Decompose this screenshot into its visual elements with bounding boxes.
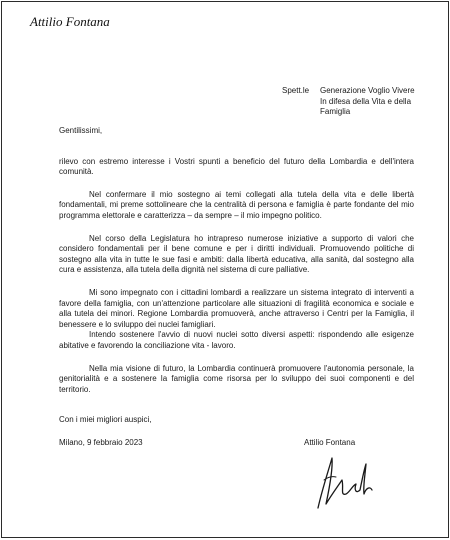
paragraph: Intendo sostenere l'avvio di nuovi nuclei sotto diversi aspetti: rispondendo alle esigenze abitative e favorendo la conciliazione vita - lavoro. bbox=[59, 330, 414, 350]
letter-body bbox=[59, 126, 414, 448]
paragraph: Nella mia visione di futuro, la Lombardia continuerà promuovere l'autonomia personale, la genitorialità e a sostenere la famiglia come risorsa per lo sviluppo dei suoi componenti e del territorio. bbox=[59, 363, 414, 394]
paragraph: Nel corso della Legislatura ho intrapreso numerose iniziative a supporto di valori che considero fondamentali per il bene comune e per i diritti individuali. Promuovendo politiche di sostegno alla vita in tutte le sue fasi e ambiti: dalla libertà educativa, alla sanità, dal sostegno alla cura e assistenza, alla tutela della dignità nel sistema di cure palliative. bbox=[59, 233, 414, 275]
signer-name: Attilio Fontana bbox=[304, 438, 356, 447]
greeting: Gentilissimi, bbox=[59, 126, 103, 135]
letter-page bbox=[1, 1, 449, 538]
recipient-prefix: Spett.le bbox=[282, 86, 310, 95]
place-date: Milano, 9 febbraio 2023 bbox=[59, 437, 143, 447]
paragraph: Nel confermare il mio sostegno ai temi collegati alla tutela della vita e delle libertà fondamentali, mi preme sottolineare che la centralità di persona e famiglia è parte fondante del mio programma elettorale e caratterizza – da sempre – il mio impegno politico. bbox=[59, 189, 414, 220]
recipient-line: Generazione Voglio Vivere bbox=[320, 86, 415, 95]
recipient-block bbox=[282, 86, 415, 118]
closing: Con i miei migliori auspici, bbox=[59, 415, 152, 425]
paragraph: rilevo con estremo interesse i Vostri spunti a beneficio del futuro della Lombardia e dell'intera comunità. bbox=[59, 156, 414, 177]
handwritten-signature bbox=[302, 450, 382, 512]
recipient-line: In difesa della Vita e della bbox=[320, 96, 412, 106]
paragraph: Mi sono impegnato con i cittadini lombardi a realizzare un sistema integrato di interventi a favore della famiglia, con un'attenzione particolare alle situazioni di fragilità economica e sociale e alla tutela dei minori. Regione Lombardia promuoverà, anche attraverso i Centri per la Famiglia, il benessere e lo sviluppo dei nuclei famigliari. bbox=[59, 287, 414, 329]
recipient-lines bbox=[320, 86, 415, 118]
recipient-line: Famiglia bbox=[320, 107, 351, 116]
letterhead-name: Attilio Fontana bbox=[30, 14, 110, 29]
